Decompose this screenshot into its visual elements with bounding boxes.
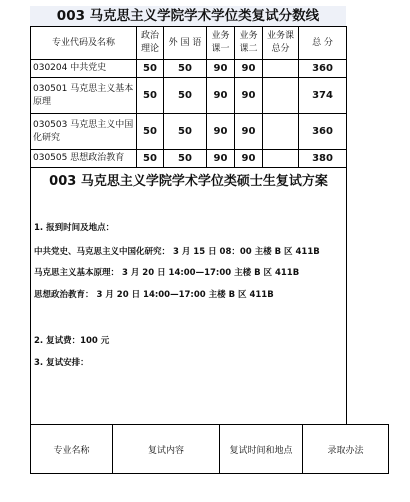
foreign-language-score-cell: 50 xyxy=(164,150,207,168)
politics-score-cell: 50 xyxy=(137,114,164,150)
table-row xyxy=(31,150,347,168)
plan-title: 003 马克思主义学院学术学位类硕士生复试方案 xyxy=(49,174,328,189)
table-row xyxy=(31,78,347,114)
header-cell: 业务课二 xyxy=(235,27,263,60)
foreign-language-score-cell: 50 xyxy=(164,114,207,150)
registration-heading: 1. 报到时间及地点： xyxy=(34,223,115,233)
header-cell: 总 分 xyxy=(299,27,347,60)
course1-score-cell: 90 xyxy=(207,114,235,150)
total-score-cell: 360 xyxy=(299,114,347,150)
politics-score-cell: 50 xyxy=(137,60,164,78)
table-row xyxy=(31,114,347,150)
table-header-row xyxy=(31,27,347,60)
score-table-title: 003 马克思主义学院学术学位类复试分数线 xyxy=(30,6,346,26)
course-total-cell xyxy=(263,60,299,78)
course1-score-cell: 90 xyxy=(207,78,235,114)
arrangement-table-header xyxy=(30,424,389,474)
politics-score-cell: 50 xyxy=(137,78,164,114)
table-row xyxy=(31,60,347,78)
course2-score-cell: 90 xyxy=(235,150,263,168)
course2-score-cell: 90 xyxy=(235,114,263,150)
course1-score-cell: 90 xyxy=(207,60,235,78)
major-name-cell: 030204 中共党史 xyxy=(31,60,137,78)
course-total-cell xyxy=(263,150,299,168)
politics-score-cell: 50 xyxy=(137,150,164,168)
course1-score-cell: 90 xyxy=(207,150,235,168)
header-cell: 业务课一 xyxy=(207,27,235,60)
arrangement-header-cell: 复试时间和地点 xyxy=(220,425,303,473)
registration-line: 马克思主义基本原理： 3 月 20 日 14:00—17:00 主楼 B 区 411B xyxy=(34,268,300,278)
arrangement-header-cell: 专业名称 xyxy=(31,425,113,473)
header-cell: 业务课总分 xyxy=(263,27,299,60)
total-score-cell: 380 xyxy=(299,150,347,168)
foreign-language-score-cell: 50 xyxy=(164,60,207,78)
header-cell: 政治理论 xyxy=(137,27,164,60)
retest-plan-section xyxy=(30,166,347,424)
registration-line: 思想政治教育： 3 月 20 日 14:00—17:00 主楼 B 区 411B xyxy=(34,290,274,300)
course2-score-cell: 90 xyxy=(235,78,263,114)
header-cell: 专业代码及名称 xyxy=(31,27,137,60)
total-score-cell: 374 xyxy=(299,78,347,114)
major-name-cell: 030501 马克思主义基本原理 xyxy=(31,78,137,114)
course2-score-cell: 90 xyxy=(235,60,263,78)
arrangement-header-cell: 录取办法 xyxy=(327,445,364,456)
major-name-cell: 030505 思想政治教育 xyxy=(31,150,137,168)
total-score-cell: 360 xyxy=(299,60,347,78)
arrangement-header-cell: 复试内容 xyxy=(113,425,220,473)
retest-fee: 2. 复试费：100 元 xyxy=(34,336,110,346)
registration-line: 中共党史、马克思主义中国化研究： 3 月 15 日 08：00 主楼 B 区 411B xyxy=(34,247,320,257)
course-total-cell xyxy=(263,78,299,114)
course-total-cell xyxy=(263,114,299,150)
retest-arrangement-heading: 3. 复试安排： xyxy=(34,358,89,368)
header-cell: 外 国 语 xyxy=(164,27,207,60)
foreign-language-score-cell: 50 xyxy=(164,78,207,114)
score-table xyxy=(30,26,347,168)
major-name-cell: 030503 马克思主义中国化研究 xyxy=(31,114,137,150)
